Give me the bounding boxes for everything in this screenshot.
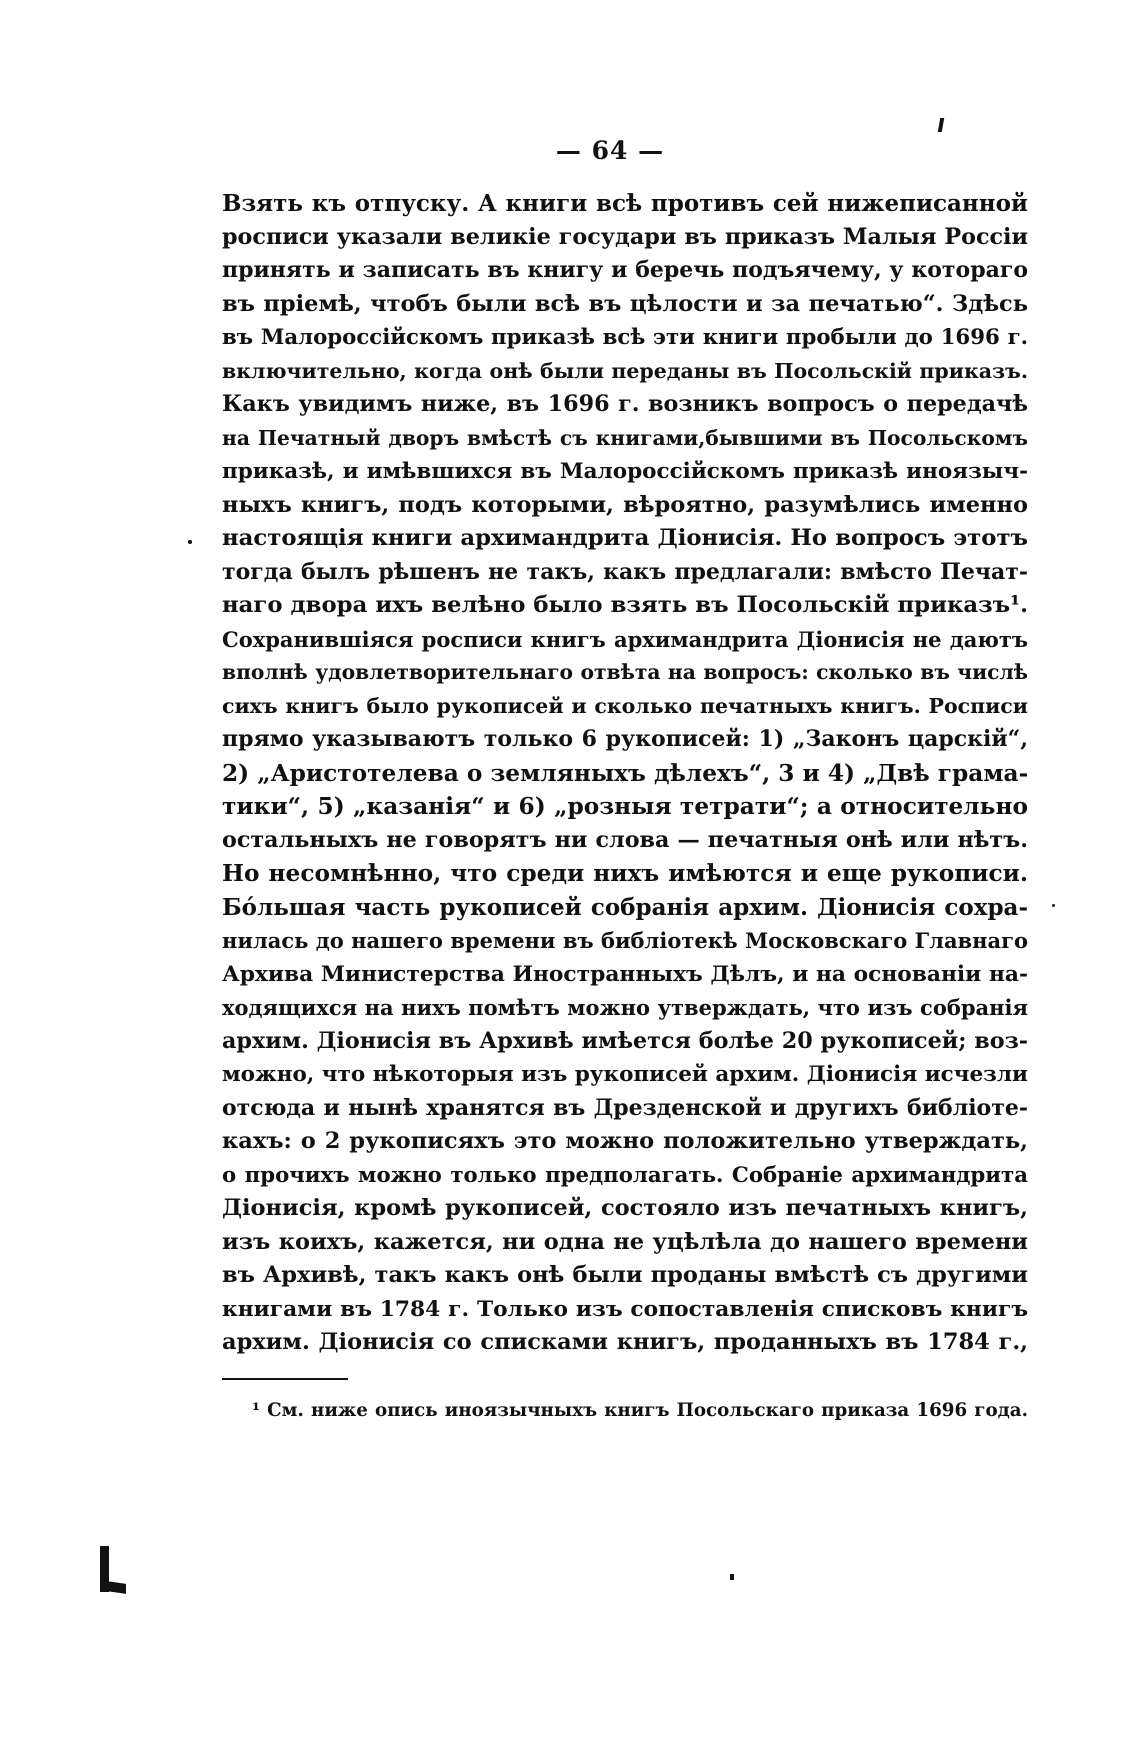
text-line: изъ коихъ, кажется, ни одна не уцѣлѣла до нашего времени bbox=[222, 1228, 1028, 1255]
text-line: въ пріемѣ, чтобъ были всѣ въ цѣлости и за печатью“. Здѣсь bbox=[222, 290, 1028, 317]
scan-dot-margin-left bbox=[188, 540, 192, 544]
text-line: прямо указываютъ только 6 рукописей: 1) „Законъ царскій“, bbox=[222, 726, 1028, 752]
text-line: вполнѣ удовлетворительнаго отвѣта на вопросъ: сколько въ числѣ bbox=[222, 660, 1028, 684]
text-line: Но несомнѣнно, что среди нихъ имѣются и еще рукописи. bbox=[222, 860, 1028, 887]
text-line: Бо́льшая часть рукописей собранія архим. Діонисія сохра- bbox=[222, 893, 1028, 921]
text-line: наго двора ихъ велѣно было взять въ Посольскій приказъ¹. bbox=[222, 592, 1028, 618]
scan-mark-top-right bbox=[938, 118, 944, 132]
text-line: тики“, 5) „казанія“ и 6) „розныя тетрати“; а относительно bbox=[222, 793, 1028, 820]
text-line: тогда былъ рѣшенъ не такъ, какъ предлагали: вмѣсто Печат- bbox=[222, 558, 1028, 585]
scan-dot-margin bbox=[1052, 904, 1055, 907]
text-line: настоящія книги архимандрита Діонисія. Но вопросъ этотъ bbox=[222, 525, 1028, 551]
text-line: о прочихъ можно только предполагать. Собраніе архимандрита bbox=[222, 1162, 1028, 1188]
text-line: Какъ увидимъ ниже, въ 1696 г. возникъ вопросъ о передачѣ bbox=[222, 391, 1028, 417]
text-line: Взять къ отпуску. А книги всѣ противъ сей нижеписанной bbox=[222, 190, 1028, 217]
footnote-divider bbox=[222, 1378, 348, 1380]
text-line: ходящихся на нихъ помѣтъ можно утверждать, что изъ собранія bbox=[222, 995, 1028, 1020]
text-line: 2) „Аристотелева о земляныхъ дѣлехъ“, 3 и 4) „Двѣ грама- bbox=[222, 759, 1029, 787]
footnote: ¹ См. ниже опись иноязычныхъ книгъ Посольскаго приказа 1696 года. bbox=[252, 1400, 1028, 1421]
text-line: архим. Діонисія со списками книгъ, проданныхъ въ 1784 г., bbox=[222, 1329, 1028, 1355]
text-line: остальныхъ не говорятъ ни слова — печатныя онѣ или нѣтъ. bbox=[222, 826, 1028, 853]
text-line: росписи указали великіе государи въ приказъ Малыя Россіи bbox=[222, 223, 1028, 250]
page-number: — 64 — bbox=[555, 136, 665, 165]
text-line: архим. Діонисія въ Архивѣ имѣется болѣе 20 рукописей; воз- bbox=[222, 1027, 1028, 1054]
text-line: Архива Министерства Иностранныхъ Дѣлъ, и на основаніи на- bbox=[222, 961, 1028, 987]
text-line: нилась до нашего времени въ библіотекѣ Московскаго Главнаго bbox=[222, 928, 1028, 953]
text-line: можно, что нѣкоторыя изъ рукописей архим. Діонисія исчезли bbox=[222, 1062, 1028, 1087]
text-line: принять и записать въ книгу и беречь подъячему, у котораго bbox=[222, 257, 1028, 283]
text-line: на Печатный дворъ вмѣстѣ съ книгами,бывшими въ Посольскомъ bbox=[222, 425, 1028, 450]
text-line: включительно, когда онѣ были переданы въ Посольскій приказъ. bbox=[222, 358, 1028, 383]
text-line: въ Малороссійскомъ приказѣ всѣ эти книги пробыли до 1696 г. bbox=[222, 325, 1028, 350]
scan-dot bbox=[730, 1574, 734, 1580]
text-line: кахъ: о 2 рукописяхъ это можно положительно утверждать, bbox=[222, 1128, 1028, 1154]
text-line: ныхъ книгъ, подъ которыми, вѣроятно, разумѣлись именно bbox=[222, 491, 1028, 518]
text-line: отсюда и нынѣ хранятся въ Дрезденской и другихъ библіоте- bbox=[222, 1094, 1028, 1121]
text-line: Діонисія, кромѣ рукописей, состояло изъ печатныхъ книгъ, bbox=[222, 1195, 1028, 1221]
text-line: сихъ книгъ было рукописей и сколько печатныхъ книгъ. Росписи bbox=[222, 693, 1028, 718]
text-line: книгами въ 1784 г. Только изъ сопоставленія списковъ книгъ bbox=[222, 1296, 1028, 1322]
text-line: въ Архивѣ, такъ какъ онѣ были проданы вмѣстѣ съ другими bbox=[222, 1262, 1028, 1288]
body-text bbox=[222, 187, 1028, 1360]
text-line: приказѣ, и имѣвшихся въ Малороссійскомъ приказѣ иноязыч- bbox=[222, 459, 1028, 484]
text-line: Сохранившіяся росписи книгъ архимандрита Діонисія не даютъ bbox=[222, 626, 1028, 652]
